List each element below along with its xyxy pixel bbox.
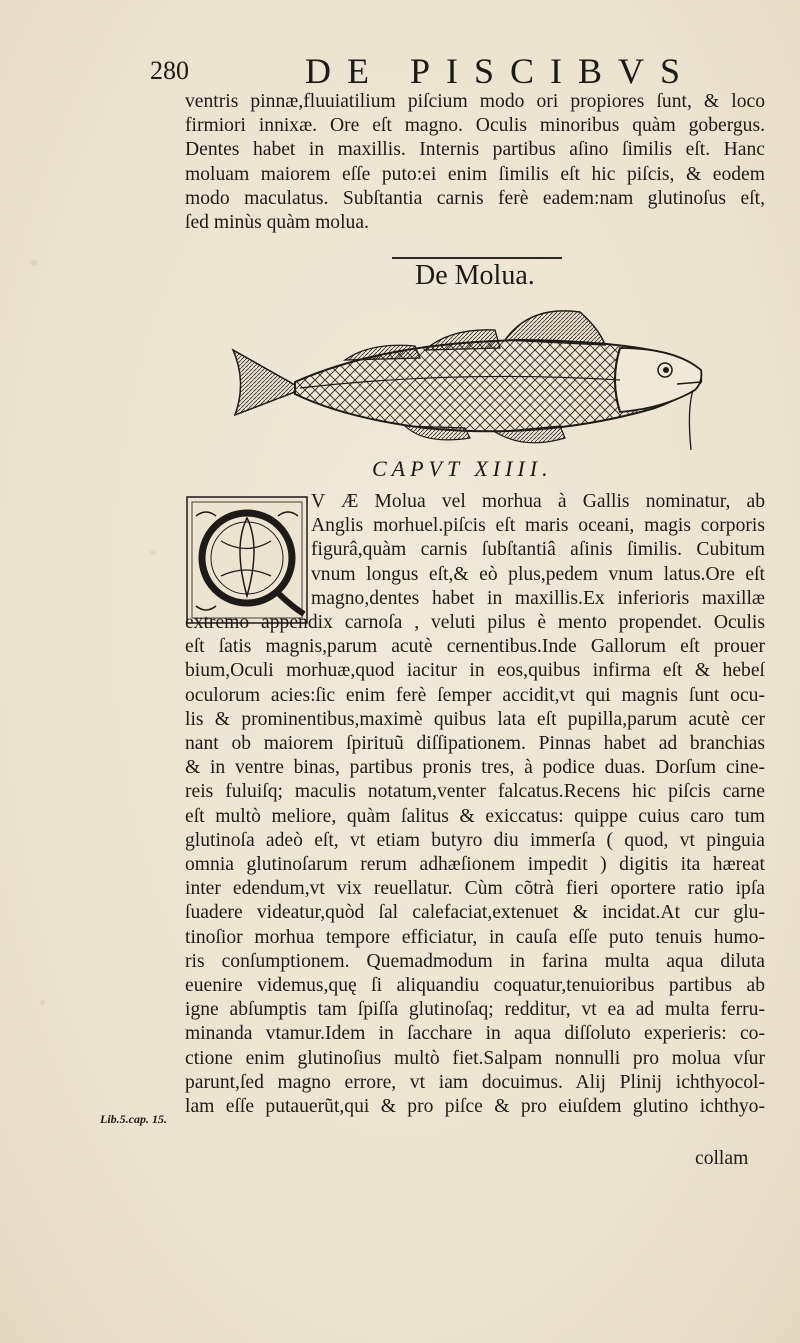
- text-line: Dentes habet in maxillis. Internis partibus aſino ſimilis eſt. Hanc: [185, 139, 765, 161]
- text-line: ſed minùs quàm molua.: [185, 212, 369, 234]
- text-line: Anglis morhuel.piſcis eſt maris oceani, magis corporis: [311, 515, 765, 537]
- text-line: oculorum acies:ſic enim ferè ſemper accidit,vt qui magnis ſunt ocu-: [185, 684, 765, 706]
- text-line: extremo appendix carnoſa , veluti pilus è mento propendet. Oculis: [185, 612, 765, 634]
- text-line: bium,Oculi morhuæ,quod iacitur in eos,quibus infirma eſt & hebeſ: [185, 660, 765, 682]
- text-line: magno,dentes habet in maxillis.Ex inferioris maxillæ: [311, 587, 765, 609]
- chapter-body: [185, 490, 765, 1119]
- chapter-heading: CAPVT XIIII.: [372, 456, 553, 481]
- text-line: eſt multò meliore, quàm ſalitus & exiccatus: quippe cuius caro tum: [185, 805, 765, 827]
- text-line: ſuadere videatur,quòd ſal calefaciat,extenuet & incidat.At cur glu-: [185, 902, 765, 924]
- text-line: omnia glutinoſarum rerum adhæſionem impedit ) digitis ita hæreat: [185, 854, 765, 876]
- text-line: tinoſior morhua tempore efficiatur, in cauſa eſſe puto tenuis humo-: [185, 926, 765, 948]
- paper-speck: [150, 550, 156, 555]
- fish-woodcut-icon: [225, 300, 725, 465]
- section-rule: [392, 257, 562, 259]
- margin-note: Lib.5.cap. 15.: [100, 1112, 167, 1126]
- text-line: moluam maiorem eſſe puto:ei enim ſimilis eſt hic piſcis, & eodem: [185, 163, 765, 185]
- text-line: nant ob maiorem ſpirituũ diſſipationem. Pinnas habet ad branchias: [185, 733, 765, 755]
- text-line: vnum longus eſt,& eò plus,pedem vnum latus.Ore eſt: [311, 563, 765, 585]
- text-line: inter edendum,vt vix reuellatur. Cùm cõtrà fieri oportere ratio ipſa: [185, 878, 765, 900]
- text-line: minanda vtamur.Idem in ſacchare in aqua diſſoluto experieris: co-: [185, 1023, 765, 1045]
- page-header: [150, 50, 780, 90]
- catchword: collam: [695, 1148, 749, 1169]
- text-line: figurâ,quàm carnis ſubſtantiâ aſinis ſimilis. Cubitum: [311, 539, 765, 561]
- text-line: eſt ſatis magnis,parum acutè cernentibus.Inde Gallorum eſt prouer: [185, 636, 765, 658]
- text-line: lam eſſe putauerũt,qui & pro piſce & pro eiuſdem glutino ichthyo-: [185, 1096, 765, 1118]
- paper-speck: [40, 1000, 45, 1005]
- text-line: V Æ Molua vel morhua à Gallis nominatur, ab: [311, 491, 765, 512]
- text-line: ctione enim glutinoſius multò fiet.Salpam nonnulli pro molua vſur: [185, 1047, 765, 1069]
- text-line: euenire videmus,quę ſi aliquandiu coquatur,tenuioribus partibus ab: [185, 975, 765, 997]
- top-paragraph: [185, 90, 765, 235]
- section-title: De Molua.: [415, 260, 535, 291]
- page-number: 280: [150, 56, 189, 85]
- text-line: glutinoſa adeò eſt, vt etiam butyro diu immerſa ( quod, vt pinguia: [185, 829, 765, 851]
- text-line: parunt,ſed magno errore, vt iam docuimus. Alij Plinij ichthyocol-: [185, 1071, 765, 1093]
- running-title: DE PISCIBVS: [305, 51, 697, 91]
- text-line: ris conſumptionem. Quemadmodum in farina multa aqua diluta: [185, 950, 765, 972]
- text-line: ventris pinnæ,fluuiatilium piſcium modo ori propiores ſunt, & loco: [185, 91, 765, 112]
- text-line: lis & prominentibus,maximè quibus lata eſt pupilla,parum acutè cer: [185, 708, 765, 730]
- text-line: igne abſumptis tam ſpiſſa glutinoſaq; redditur, vt ea ad multa ferru-: [185, 999, 765, 1021]
- text-line: & in ventre binas, partibus pronis tres, à podice duas. Dorſum cine-: [185, 757, 765, 779]
- text-line: modo maculatus. Subſtantia carnis ferè eadem:nam glutinoſus eſt,: [185, 187, 765, 209]
- text-line: reis fuluiſq; maculis notatum,venter falcatus.Recens hic piſcis carne: [185, 781, 765, 803]
- text-line: firmiori innixæ. Ore eſt magno. Oculis minoribus quàm gobergus.: [185, 115, 765, 137]
- paper-speck: [30, 260, 38, 266]
